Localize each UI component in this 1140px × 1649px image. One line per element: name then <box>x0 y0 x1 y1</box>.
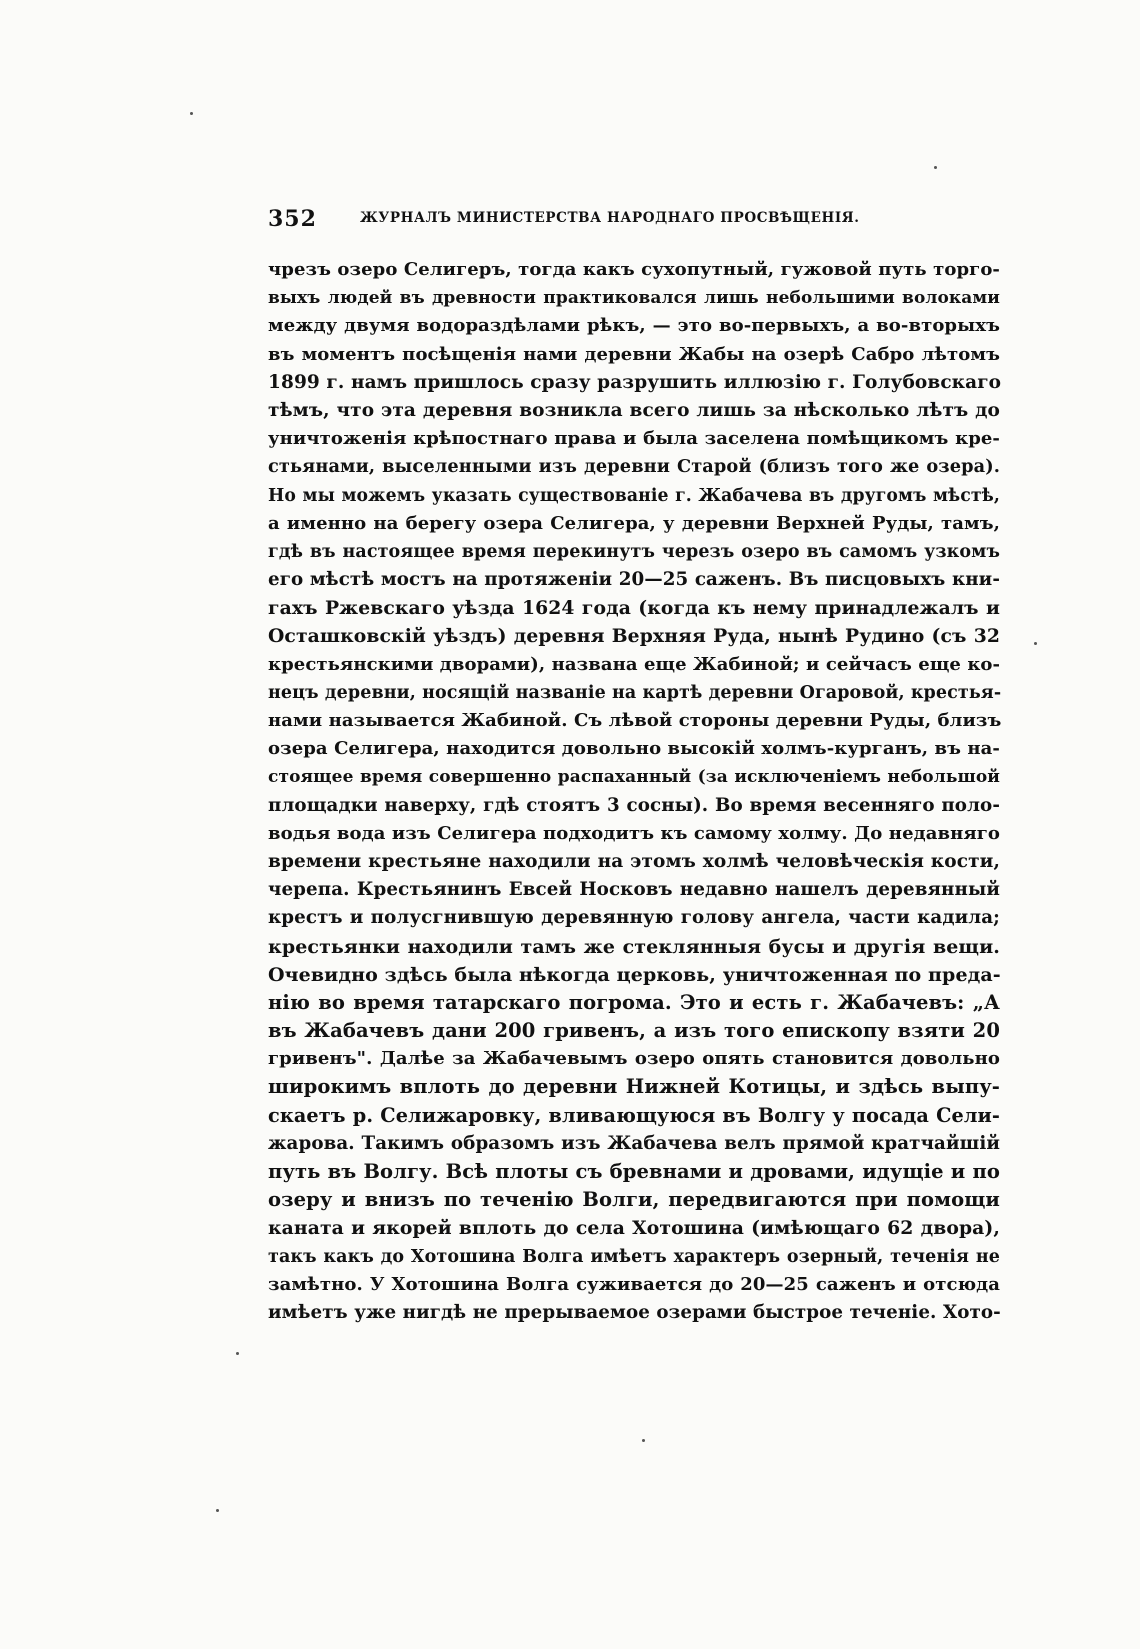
text-line: озера Селигера, находится довольно высокій холмъ-курганъ, въ на- <box>268 738 1000 760</box>
text-line: чрезъ озеро Селигеръ, тогда какъ сухопутный, гужовой путь торго- <box>268 259 1000 280</box>
text-line: времени крестьяне находили на этомъ холмѣ человѣческія кости, <box>268 850 1000 872</box>
text-line: скаетъ р. Селижаровку, вливающуюся въ Волгу у посада Сели- <box>268 1103 1000 1127</box>
text-line: крестьянскими дворами), названа еще Жабиной; и сейчасъ еще ко- <box>268 653 1001 675</box>
text-line: выхъ людей въ древности практиковался лишь небольшими волоками <box>268 288 1000 309</box>
scan-speck <box>190 112 193 115</box>
text-line: нецъ деревни, носящій названіе на картѣ деревни Огаровой, крестья- <box>268 682 1002 703</box>
text-line: крестьянки находили тамъ же стеклянныя бусы и другія вещи. <box>268 935 1000 958</box>
text-line: Но мы можемъ указать существованіе г. Жабачева въ другомъ мѣстѣ, <box>268 485 1000 506</box>
scan-speck <box>216 1509 219 1512</box>
text-line: нами называется Жабиной. Съ лѣвой стороны деревни Руды, близъ <box>268 710 1002 731</box>
text-line: тѣмъ, что эта деревня возникла всего лишь за нѣсколько лѣтъ до <box>268 399 1000 421</box>
text-line: гдѣ въ настоящее время перекинутъ черезъ озеро въ самомъ узкомъ <box>268 541 1000 562</box>
text-line: въ моментъ посѣщенія нами деревни Жабы на озерѣ Сабро лѣтомъ <box>268 343 1000 365</box>
text-line: каната и якорей вплоть до села Хотошина (имѣющаго 62 двора), <box>268 1217 1000 1240</box>
text-line: гахъ Ржевскаго уѣзда 1624 года (когда къ нему принадлежалъ и <box>268 597 1000 620</box>
text-line: жарова. Такимъ образомъ изъ Жабачева велъ прямой кратчайшій <box>268 1132 1000 1154</box>
text-line: такъ какъ до Хотошина Волга имѣетъ характеръ озерный, теченія не <box>268 1246 1000 1267</box>
running-head: ЖУРНАЛЪ МИНИСТЕРСТВА НАРОДНАГО ПРОСВѢЩЕНІЯ. <box>360 210 860 226</box>
text-line: нію во время татарскаго погрома. Это и есть г. Жабачевъ: „А <box>268 990 1000 1014</box>
text-line: въ Жабачевъ дани 200 гривенъ, а изъ того епископу взяти 20 <box>268 1019 1000 1043</box>
text-line: широкимъ вплоть до деревни Нижней Котицы, и здѣсь выпу- <box>268 1075 1000 1099</box>
text-line: 1899 г. намъ пришлось сразу разрушить иллюзію г. Голубовскаго <box>268 371 1002 393</box>
text-line: озеру и внизъ по теченію Волги, передвигаются при помощи <box>268 1188 1000 1212</box>
page-number: 352 <box>268 206 317 232</box>
body-text <box>268 256 1000 1327</box>
text-line: стьянами, выселенными изъ деревни Старой (близъ того же озера). <box>268 456 1000 478</box>
text-line: черепа. Крестьянинъ Евсей Носковъ недавно нашелъ деревянный <box>268 879 1000 901</box>
page-header <box>268 206 916 238</box>
text-line: площадки наверху, гдѣ стоятъ 3 сосны). Во время весенняго поло- <box>268 794 1000 816</box>
text-line: Осташковскій уѣздъ) деревня Верхняя Руда, нынѣ Рудино (съ 32 <box>268 625 1000 648</box>
text-line: замѣтно. У Хотошина Волга суживается до 20—25 саженъ и отсюда <box>268 1273 1000 1295</box>
text-line: гривенъ". Далѣе за Жабачевымъ озеро опять становится довольно <box>268 1048 1000 1070</box>
scan-speck <box>934 166 937 169</box>
text-line: его мѣстѣ мостъ на протяженіи 20—25 саженъ. Въ писцовыхъ кни- <box>268 569 1000 591</box>
text-line: между двумя водораздѣлами рѣкъ, — это во-первыхъ, а во-вторыхъ <box>268 315 1000 337</box>
text-line: а именно на берегу озера Селигера, у деревни Верхней Руды, тамъ, <box>268 512 1000 534</box>
text-line: стоящее время совершенно распаханный (за исключеніемъ небольшой <box>268 767 1000 788</box>
text-line: водья вода изъ Селигера подходитъ къ самому холму. До недавняго <box>268 822 1000 844</box>
text-line: путь въ Волгу. Всѣ плоты съ бревнами и дровами, идущіе и по <box>268 1160 1000 1183</box>
text-line: Очевидно здѣсь была нѣкогда церковь, уничтоженная по преда- <box>268 963 1001 986</box>
text-line: имѣетъ уже нигдѣ не прерываемое озерами быстрое теченіе. Хото- <box>268 1301 1001 1323</box>
scan-speck <box>1034 642 1037 645</box>
scan-speck <box>236 1352 239 1355</box>
text-line: крестъ и полусгнившую деревянную голову ангела, части кадила; <box>268 907 1000 929</box>
text-line: уничтоженія крѣпостнаго права и была заселена помѣщикомъ кре- <box>268 428 1000 450</box>
scan-speck <box>642 1439 645 1442</box>
